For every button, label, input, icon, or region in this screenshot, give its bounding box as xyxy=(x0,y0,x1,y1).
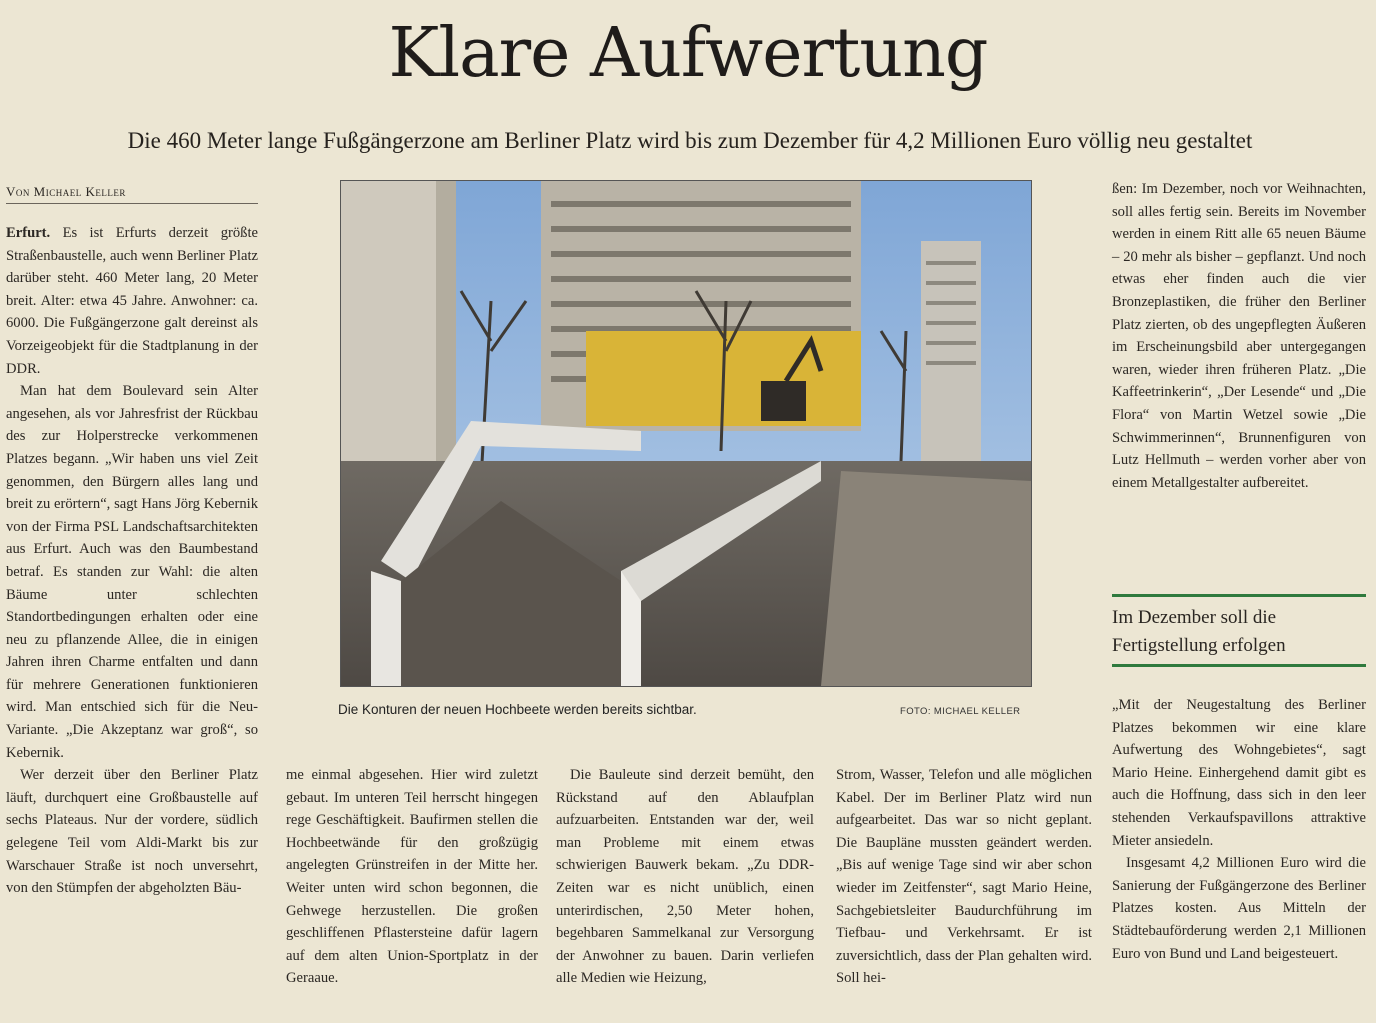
article-headline: Klare Aufwertung xyxy=(388,14,988,93)
article-column-4 xyxy=(836,764,1092,990)
paragraph: ßen: Im Dezember, noch vor Weihnachten, soll alles fertig sein. Bereits im November werden in einem Ritt alle 65 neuen Bäume – 20 mehr als bisher – gepflanzt. Und noch etwas eher finden auch die vier Bronzeplastiken, die früher den Berliner Platz zierten, ob des ungepflegten Äußeren im Erscheinungsbild aber untergegangen waren, wieder ihren früheren Platz. „Die Kaffeetrinkerin“, „Der Lesende“ und „Die Flora“ von Martin Wetzel sowie „Die Schwimmerinnen“, Brunnenfiguren von Lutz Hellmuth – werden vorher aber von einem Metallgestalter aufbereitet. xyxy=(1112,181,1366,491)
paragraph: Insgesamt 4,2 Millionen Euro wird die Sanierung der Fußgängerzone des Berliner Platzes kosten. Aus Mitteln der Städtebauförderung werden 2,1 Millionen Euro von Bund und Land beigesteuert. xyxy=(1112,855,1366,962)
paragraph: „Mit der Neugestaltung des Berliner Platzes bekommen wir eine klare Aufwertung des Wohngebietes“, sagt Mario Heine. Einhergehend damit gibt es auch die Hoffnung, dass sich in den leer stehenden Verkaufspavillons attraktive Mieter ansiedeln. xyxy=(1112,697,1366,849)
section-subheading: Im Dezember soll die Fertigstellung erfolgen xyxy=(1112,607,1286,656)
paragraph: Wer derzeit über den Berliner Platz läuft, durchquert eine Großbaustelle auf sechs Plateaus. Nur der vordere, südlich gelegene Teil vom Aldi-Markt bis zur Warschauer Straße ist noch unversehrt, von den Stümpfen der abgeholzten Bäu- xyxy=(6,767,258,897)
article-subheadline: Die 460 Meter lange Fußgängerzone am Berliner Platz wird bis zum Dezember für 4,2 Millionen Euro völlig neu gestaltet xyxy=(127,128,1253,153)
paragraph-text: Es ist Erfurts derzeit größte Straßenbaustelle, auch wenn Berliner Platz darüber steht. 460 Meter lang, 20 Meter breit. Alter: etwa 45 Jahre. Anwohner: ca. 6000. Die Fußgängerzone galt dereinst als Vorzeigeobjekt für die Stadtplanung in der DDR. xyxy=(6,225,258,377)
section-divider-bottom xyxy=(1112,664,1366,667)
paragraph: Man hat dem Boulevard sein Alter angesehen, als vor Jahresfrist der Rückbau des zur Holperstrecke verkommenen Platzes begann. „Wir haben uns viel Zeit genommen, den Bürgern alles lang und breit zu erörtern“, sagt Hans Jörg Kebernik von der Firma PSL Landschaftsarchitekten aus Erfurt. Auch was den Baumbestand betraf. Es standen zur Wahl: die alten Bäume unter schlechten Standortbedingungen erhalten oder eine neu zu pflanzende Allee, die in einigen Jahren ihren Charme entfalten und dann für mehrere Generationen funktionieren wird. Man entschied sich für die Neu-Variante. „Die Akzeptanz war groß“, so Kebernik. xyxy=(6,383,258,761)
article-column-1 xyxy=(6,222,258,900)
paragraph xyxy=(6,222,258,380)
photo-caption: Die Konturen der neuen Hochbeete werden bereits sichtbar. xyxy=(338,702,697,717)
paragraph: Strom, Wasser, Telefon und alle möglichen Kabel. Der im Berliner Platz wird nun aufgearbeitet. Das war so nicht geplant. Die Baupläne mussten geändert werden. „Bis auf wenige Tage sind wir aber schon wieder im Zeitfenster“, sagt Mario Heine, Sachgebietsleiter Baudurchführung im Tiefbau- und Verkehrsamt. Er ist zuversichtlich, dass der Plan gehalten wird. Soll hei- xyxy=(836,767,1092,987)
article-column-5 xyxy=(1112,178,1366,494)
paragraph: me einmal abgesehen. Hier wird zuletzt gebaut. Im unteren Teil herrscht hingegen rege Geschäftigkeit. Baufirmen stellen die Hochbeetwände für den großzügig angelegten Grünstreifen in der Mitte her. Weiter unten wird schon begonnen, die Gehwege herzustellen. Die großen geschliffenen Pflastersteine dafür lagern auf dem alten Union-Sportplatz in der Geraaue. xyxy=(286,767,538,987)
dateline: Erfurt. xyxy=(6,225,51,241)
photo-credit: FOTO: MICHAEL KELLER xyxy=(900,706,1021,717)
section-divider-top xyxy=(1112,594,1366,597)
article-column-5-continued xyxy=(1112,694,1366,965)
article-column-2 xyxy=(286,764,538,990)
article-column-3 xyxy=(556,764,814,990)
construction-photo xyxy=(340,180,1032,687)
author-byline: Von Michael Keller xyxy=(6,184,258,204)
paragraph: Die Bauleute sind derzeit bemüht, den Rückstand auf den Ablaufplan aufzuarbeiten. Entstanden war der, weil man Probleme mit einem etwas schwierigen Bauwerk bekam. „Zu DDR-Zeiten war es nicht unüblich, einen unterirdischen, 2,50 Meter hohen, begehbaren Sammelkanal zur Versorgung der Anwohner zu bauen. Darin verliefen alle Medien wie Heizung, xyxy=(556,767,814,987)
